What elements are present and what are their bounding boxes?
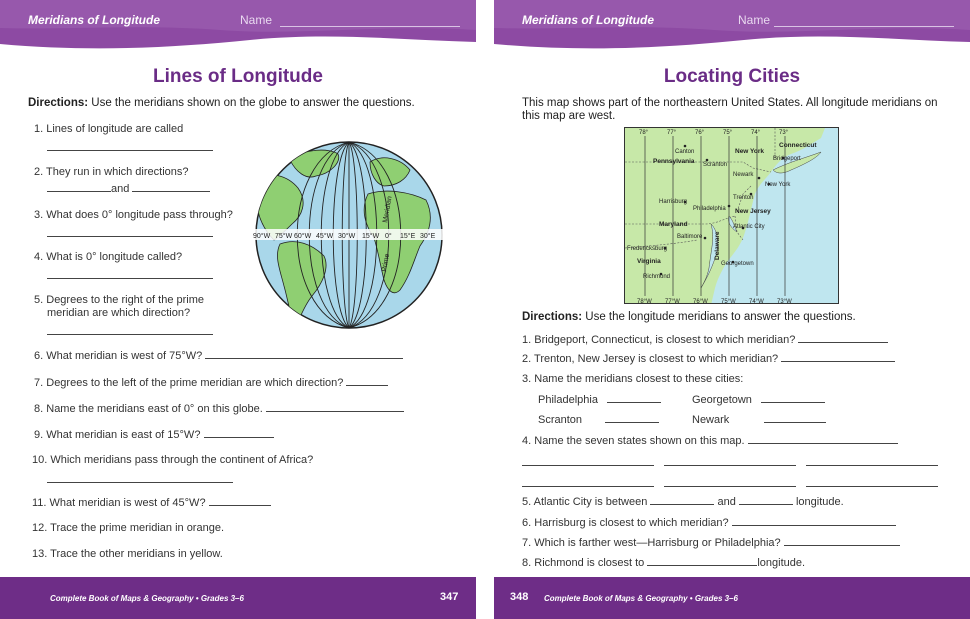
footer-book-title: Complete Book of Maps & Geography • Grades 3–6: [50, 594, 244, 603]
city-philadelphia-answer: Philadelphia: [538, 393, 661, 407]
question-13: 13. Trace the other meridians in yellow.: [32, 548, 223, 560]
answer-line[interactable]: [47, 236, 213, 237]
answer-line[interactable]: [664, 486, 796, 487]
state-new-jersey: New Jersey: [735, 208, 771, 215]
map-bottom-meridian-label: 74°W: [749, 299, 764, 304]
header-banner: [494, 0, 970, 56]
question-10: 10. Which meridians pass through the continent of Africa?: [32, 454, 314, 466]
answer-line[interactable]: [522, 465, 654, 466]
city-fredericksburg: Fredericksburg: [627, 246, 668, 252]
question-8: 8. Name the meridians east of 0° on this globe.: [34, 402, 404, 416]
city-richmond: Richmond: [643, 274, 671, 280]
page-title: Locating Cities: [663, 66, 801, 87]
map-top-meridian-label: 75°: [723, 130, 733, 136]
globe-longitude-label: 0°: [385, 233, 392, 240]
footer: [0, 577, 476, 619]
question-2-answer: and: [47, 182, 210, 196]
header-section-title: Meridians of Longitude: [522, 13, 654, 27]
footer-book-title: Complete Book of Maps & Geography • Grades 3–6: [544, 594, 738, 603]
globe-longitude-label: 15°E: [400, 233, 416, 240]
header-banner: [0, 0, 476, 56]
answer-line[interactable]: [806, 486, 938, 487]
map-question-3: 3. Name the meridians closest to these cities:: [522, 373, 744, 385]
map-bottom-meridian-label: 77°W: [665, 299, 680, 304]
answer-line[interactable]: [47, 278, 213, 279]
city-atlantic-city: Atlantic City: [733, 224, 765, 230]
state-new-york: New York: [735, 148, 765, 155]
globe-longitude-label: 45°W: [316, 233, 334, 240]
answer-line[interactable]: [47, 482, 233, 483]
globe-longitude-label: 15°W: [362, 233, 380, 240]
question-6: 6. What meridian is west of 75°W?: [34, 349, 403, 363]
city-newark-answer: Newark: [692, 413, 826, 427]
answer-blank[interactable]: [209, 496, 271, 506]
map-question-4: 4. Name the seven states shown on this map.: [522, 434, 898, 448]
city-georgetown-answer: Georgetown: [692, 393, 825, 407]
globe-longitude-label: 90°W: [253, 233, 271, 240]
city-trenton: Trenton: [733, 195, 754, 201]
map-top-meridian-label: 78°: [639, 130, 649, 136]
footer: [494, 577, 970, 619]
answer-blank[interactable]: [266, 402, 404, 412]
answer-blank[interactable]: [748, 434, 898, 444]
answer-blank[interactable]: [346, 376, 388, 386]
northeast-us-map: [624, 127, 839, 304]
map-bottom-meridian-label: 76°W: [693, 299, 708, 304]
question-1: 1. Lines of longitude are called: [34, 123, 184, 135]
answer-line[interactable]: [47, 334, 213, 335]
city-harrisburg: Harrisburg: [659, 199, 688, 205]
answer-blank[interactable]: [650, 495, 714, 505]
name-line: [280, 26, 460, 27]
header-name-label: Name: [240, 13, 273, 27]
answer-blank[interactable]: [732, 516, 896, 526]
directions-label: Directions:: [522, 311, 583, 323]
answer-blank[interactable]: [607, 393, 661, 403]
page-title: Lines of Longitude: [153, 66, 323, 87]
map-question-8: 8. Richmond is closest to longitude.: [522, 557, 806, 569]
directions-text: Use the longitude meridians to answer the questions.: [585, 311, 856, 323]
city-philadelphia: Philadelphia: [693, 206, 726, 212]
right-page: [494, 0, 970, 619]
globe-longitude-label: 30°W: [338, 233, 356, 240]
answer-blank[interactable]: [647, 556, 757, 566]
answer-blank[interactable]: [205, 349, 403, 359]
question-7: 7. Degrees to the left of the prime meridian are which direction?: [34, 376, 388, 390]
globe-longitude-label: 60°W: [294, 233, 312, 240]
globe-illustration: [250, 140, 450, 340]
map-question-2: 2. Trenton, New Jersey is closest to which meridian?: [522, 352, 895, 366]
directions: [522, 311, 856, 324]
question-4: 4. What is 0° longitude called?: [34, 251, 183, 263]
question-2: 2. They run in which directions?: [34, 166, 189, 178]
answer-blank[interactable]: [47, 182, 111, 192]
header-section-title: Meridians of Longitude: [28, 13, 160, 27]
answer-blank[interactable]: [798, 333, 888, 343]
city-georgetown: Georgetown: [721, 261, 754, 267]
map-question-7: 7. Which is farther west—Harrisburg or Philadelphia?: [522, 536, 900, 550]
answer-blank[interactable]: [764, 413, 826, 423]
question-5-line2: meridian are which direction?: [47, 307, 191, 319]
answer-line[interactable]: [806, 465, 938, 466]
city-newark: Newark: [733, 172, 754, 178]
answer-line[interactable]: [47, 150, 213, 151]
map-top-meridian-label: 73°: [779, 130, 789, 136]
globe-longitude-label: 30°E: [420, 233, 436, 240]
map-top-meridian-label: 76°: [695, 130, 705, 136]
page-number: 347: [440, 591, 459, 603]
city-new-york: New York: [765, 182, 791, 188]
answer-blank[interactable]: [132, 182, 210, 192]
answer-line[interactable]: [664, 465, 796, 466]
answer-blank[interactable]: [761, 393, 825, 403]
question-9: 9. What meridian is east of 15°W?: [34, 428, 274, 442]
state-virginia: Virginia: [637, 258, 661, 265]
state-pennsylvania: Pennsylvania: [653, 158, 695, 165]
city-canton: Canton: [675, 149, 695, 155]
city-baltimore: Baltimore: [677, 234, 703, 240]
question-12: 12. Trace the prime meridian in orange.: [32, 522, 224, 534]
header-name-label: Name: [738, 13, 771, 27]
answer-blank[interactable]: [739, 495, 793, 505]
name-line: [774, 26, 954, 27]
prime-label: Prime: [381, 253, 392, 273]
question-3: 3. What does 0° longitude pass through?: [34, 209, 233, 221]
question-5: 5. Degrees to the right of the prime: [34, 294, 204, 306]
page-number: 348: [510, 591, 529, 603]
answer-blank[interactable]: [781, 352, 895, 362]
question-11: 11. What meridian is west of 45°W?: [32, 496, 271, 510]
map-question-6: 6. Harrisburg is closest to which meridian?: [522, 516, 896, 530]
city-scranton: Scranton: [703, 162, 728, 168]
map-question-5: 5. Atlantic City is between and longitude.: [522, 496, 844, 508]
directions-text: Use the meridians shown on the globe to answer the questions.: [91, 97, 415, 109]
city-scranton-answer: Scranton: [538, 413, 659, 427]
map-bottom-meridian-label: 73°W: [777, 299, 792, 304]
state-connecticut: Connecticut: [779, 142, 817, 149]
map-bottom-meridian-label: 78°W: [637, 299, 652, 304]
map-intro: This map shows part of the northeastern United States. All longitude meridians on this map are west.: [522, 97, 938, 122]
globe-longitude-label: 75°W: [275, 233, 293, 240]
state-delaware: Delaware: [714, 231, 721, 260]
directions-label: Directions:: [28, 97, 89, 109]
answer-blank[interactable]: [784, 536, 900, 546]
answer-blank[interactable]: [204, 428, 274, 438]
map-bottom-meridian-label: 75°W: [721, 299, 736, 304]
meridian-label: Meridian: [382, 195, 394, 224]
map-top-meridian-label: 74°: [751, 130, 761, 136]
answer-line[interactable]: [522, 486, 654, 487]
map-top-meridian-label: 77°: [667, 130, 677, 136]
state-maryland: Maryland: [659, 221, 688, 228]
map-question-1: 1. Bridgeport, Connecticut, is closest to which meridian?: [522, 333, 888, 347]
directions: [28, 97, 415, 110]
answer-blank[interactable]: [605, 413, 659, 423]
left-page: [0, 0, 476, 619]
city-bridgeport: Bridgeport: [773, 156, 801, 162]
